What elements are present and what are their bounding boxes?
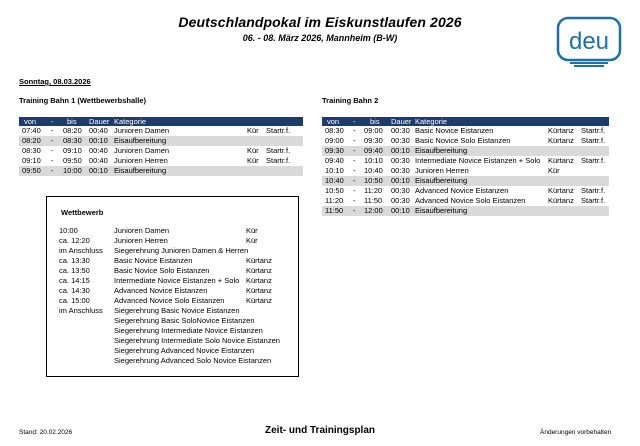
cell-dash: -: [51, 136, 54, 145]
table-row: [322, 206, 609, 216]
table-row: [322, 136, 609, 146]
competition-discipline: Kür: [246, 236, 258, 245]
cell-to: 08:30: [63, 136, 82, 145]
competition-row: [59, 256, 289, 266]
cell-duration: 00:40: [89, 126, 108, 135]
competition-row: [59, 286, 289, 296]
competition-row: [59, 316, 289, 326]
cell-discipline: Kürtanz: [548, 196, 574, 205]
cell-from: 09:30: [325, 146, 344, 155]
header-from: von: [327, 117, 340, 126]
cell-to: 12:00: [364, 206, 383, 215]
cell-note: Startr.f.: [581, 126, 606, 135]
competition-discipline: Kürtanz: [246, 266, 272, 275]
cell-category: Eisaufbereitung: [415, 176, 468, 185]
table-row: [322, 126, 609, 136]
competition-event: Intermediate Novice Eistanzen + Solo: [114, 276, 240, 285]
competition-time: ca. 12:20: [59, 236, 90, 245]
header-dash: -: [51, 117, 54, 126]
competition-event: Advanced Novice Solo Eistanzen: [114, 296, 225, 305]
header-duration: Dauer: [89, 117, 110, 126]
bahn2-table: [322, 117, 609, 216]
cell-from: 10:10: [325, 166, 344, 175]
cell-from: 09:10: [22, 156, 41, 165]
cell-from: 08:30: [325, 126, 344, 135]
cell-from: 08:30: [22, 146, 41, 155]
cell-duration: 00:30: [391, 126, 410, 135]
cell-dash: -: [51, 126, 54, 135]
competition-event: Siegerehrung Junioren Damen & Herren: [114, 246, 249, 255]
competition-discipline: Kürtanz: [246, 276, 272, 285]
schedule-date: Sonntag, 08.03.2026: [19, 77, 91, 86]
logo-text: deu: [568, 28, 610, 55]
cell-dash: -: [51, 146, 54, 155]
cell-to: 08:20: [63, 126, 82, 135]
competition-time: ca. 13:30: [59, 256, 90, 265]
table-row: [322, 186, 609, 196]
footer-stand: Stand: 20.02.2026: [19, 429, 73, 436]
cell-from: 08:20: [22, 136, 41, 145]
cell-duration: 00:10: [391, 146, 410, 155]
competition-time: ca. 13:50: [59, 266, 90, 275]
competition-box: [46, 196, 299, 377]
cell-dash: -: [353, 126, 356, 135]
cell-dash: -: [353, 186, 356, 195]
cell-duration: 00:10: [391, 176, 410, 185]
competition-row: [59, 236, 289, 246]
competition-row: [59, 346, 289, 356]
cell-note: Startr.f.: [266, 156, 291, 165]
competition-row: [59, 296, 289, 306]
cell-category: Eisaufbereitung: [415, 146, 468, 155]
cell-duration: 00:30: [391, 136, 410, 145]
table-row: [19, 166, 303, 176]
cell-from: 10:50: [325, 186, 344, 195]
cell-note: Startr.f.: [581, 136, 606, 145]
cell-dash: -: [353, 196, 356, 205]
competition-event: Siegerehrung Advanced Novice Eistanzen: [114, 346, 255, 355]
header-to: bis: [370, 117, 380, 126]
competition-time: im Anschluss: [59, 246, 103, 255]
footer-title: Zeit- und Trainingsplan: [265, 425, 375, 436]
cell-dash: -: [51, 156, 54, 165]
cell-to: 09:50: [63, 156, 82, 165]
cell-to: 11:50: [364, 196, 383, 205]
competition-time: ca. 14:30: [59, 286, 90, 295]
competition-event: Siegerehrung Intermediate Novice Eistanzen: [114, 326, 263, 335]
cell-dash: -: [353, 176, 356, 185]
cell-to: 10:50: [364, 176, 383, 185]
cell-dash: -: [353, 166, 356, 175]
cell-from: 09:50: [22, 166, 41, 175]
competition-row: [59, 336, 289, 346]
table-row: [19, 146, 303, 156]
cell-category: Junioren Damen: [114, 126, 170, 135]
cell-note: Startr.f.: [266, 146, 291, 155]
cell-discipline: Kür: [548, 166, 560, 175]
header-duration: Dauer: [391, 117, 412, 126]
cell-category: Basic Novice Solo Eistanzen: [415, 136, 511, 145]
bahn1-heading: Training Bahn 1 (Wettbewerbshalle): [19, 96, 146, 105]
cell-discipline: Kürtanz: [548, 136, 574, 145]
cell-to: 11:20: [364, 186, 383, 195]
document-subtitle: 06. - 08. März 2026, Mannheim (B-W): [242, 33, 398, 43]
competition-event: Junioren Damen: [114, 226, 170, 235]
cell-duration: 00:10: [391, 206, 410, 215]
cell-discipline: Kür: [247, 126, 259, 135]
competition-event: Basic Novice Solo Eistanzen: [114, 266, 210, 275]
table-row: [322, 156, 609, 166]
cell-duration: 00:10: [89, 166, 108, 175]
cell-dash: -: [353, 206, 356, 215]
competition-row: [59, 356, 289, 366]
competition-time: im Anschluss: [59, 306, 103, 315]
competition-event: Junioren Herren: [114, 236, 168, 245]
table-row: [322, 196, 609, 206]
competition-heading: Wettbewerb: [61, 208, 104, 217]
cell-discipline: Kür: [247, 156, 259, 165]
competition-row: [59, 266, 289, 276]
cell-category: Junioren Herren: [415, 166, 469, 175]
table-row: [19, 156, 303, 166]
competition-discipline: Kür: [246, 226, 258, 235]
cell-duration: 00:30: [391, 186, 410, 195]
competition-list: [59, 226, 289, 366]
cell-note: Startr.f.: [581, 196, 606, 205]
table-header-row: [19, 117, 303, 126]
competition-row: [59, 326, 289, 336]
cell-category: Advanced Novice Eistanzen: [415, 186, 509, 195]
cell-note: Startr.f.: [581, 156, 606, 165]
cell-duration: 00:30: [391, 166, 410, 175]
table-header-row: [322, 117, 609, 126]
cell-discipline: Kür: [247, 146, 259, 155]
competition-discipline: Kürtanz: [246, 286, 272, 295]
competition-event: Siegerehrung Advanced Solo Novice Eistanzen: [114, 356, 272, 365]
competition-row: [59, 226, 289, 236]
cell-category: Eisaufbereitung: [114, 136, 167, 145]
competition-time: 10:00: [59, 226, 78, 235]
cell-discipline: Kürtanz: [548, 156, 574, 165]
competition-event: Siegerehrung Intermediate Solo Novice Eistanzen: [114, 336, 280, 345]
cell-from: 09:40: [325, 156, 344, 165]
cell-duration: 00:30: [391, 196, 410, 205]
cell-to: 10:40: [364, 166, 383, 175]
competition-discipline: Kürtanz: [246, 256, 272, 265]
cell-discipline: Kürtanz: [548, 186, 574, 195]
cell-note: Startr.f.: [581, 186, 606, 195]
cell-from: 07:40: [22, 126, 41, 135]
table-row: [322, 176, 609, 186]
cell-to: 09:00: [364, 126, 383, 135]
competition-discipline: Kürtanz: [246, 296, 272, 305]
bahn2-heading: Training Bahn 2: [322, 96, 379, 105]
cell-category: Advanced Novice Solo Eistanzen: [415, 196, 526, 205]
competition-time: ca. 14:15: [59, 276, 90, 285]
cell-category: Basic Novice Eistanzen: [415, 126, 494, 135]
document-title: Deutschlandpokal im Eiskunstlaufen 2026: [178, 14, 462, 30]
header-category: Kategorie: [415, 117, 448, 126]
cell-from: 11:50: [325, 206, 344, 215]
header-from: von: [24, 117, 37, 126]
cell-category: Eisaufbereitung: [415, 206, 468, 215]
cell-discipline: Kürtanz: [548, 126, 574, 135]
competition-event: Siegerehrung Basic Novice Eistanzen: [114, 306, 240, 315]
cell-to: 09:30: [364, 136, 383, 145]
competition-time: ca. 15:00: [59, 296, 90, 305]
cell-duration: 00:40: [89, 156, 108, 165]
cell-from: 11:20: [325, 196, 344, 205]
cell-dash: -: [353, 146, 356, 155]
deu-logo: [556, 16, 622, 70]
header-to: bis: [67, 117, 77, 126]
header-category: Kategorie: [114, 117, 147, 126]
cell-duration: 00:40: [89, 146, 108, 155]
cell-to: 10:00: [63, 166, 82, 175]
table-row: [322, 146, 609, 156]
cell-duration: 00:30: [391, 156, 410, 165]
header-dash: -: [353, 117, 356, 126]
table-row: [19, 136, 303, 146]
cell-category: Intermediate Novice Eistanzen + Solo: [415, 156, 541, 165]
cell-duration: 00:10: [89, 136, 108, 145]
competition-row: [59, 306, 289, 316]
cell-note: Startr.f.: [266, 126, 291, 135]
cell-category: Junioren Damen: [114, 146, 170, 155]
table-row: [19, 126, 303, 136]
table-row: [322, 166, 609, 176]
bahn1-table: [19, 117, 303, 176]
cell-category: Eisaufbereitung: [114, 166, 167, 175]
competition-row: [59, 246, 289, 256]
cell-dash: -: [353, 136, 356, 145]
cell-to: 09:40: [364, 146, 383, 155]
cell-dash: -: [51, 166, 54, 175]
cell-from: 10:40: [325, 176, 344, 185]
cell-to: 10:10: [364, 156, 383, 165]
footer-note: Änderungen vorbehalten: [540, 429, 612, 436]
competition-event: Advanced Novice Eistanzen: [114, 286, 208, 295]
cell-category: Junioren Herren: [114, 156, 168, 165]
cell-from: 09:00: [325, 136, 344, 145]
competition-event: Basic Novice Eistanzen: [114, 256, 193, 265]
cell-to: 09:10: [63, 146, 82, 155]
competition-row: [59, 276, 289, 286]
cell-dash: -: [353, 156, 356, 165]
competition-event: Siegerehrung Basic SoloNovice Eistanzen: [114, 316, 255, 325]
